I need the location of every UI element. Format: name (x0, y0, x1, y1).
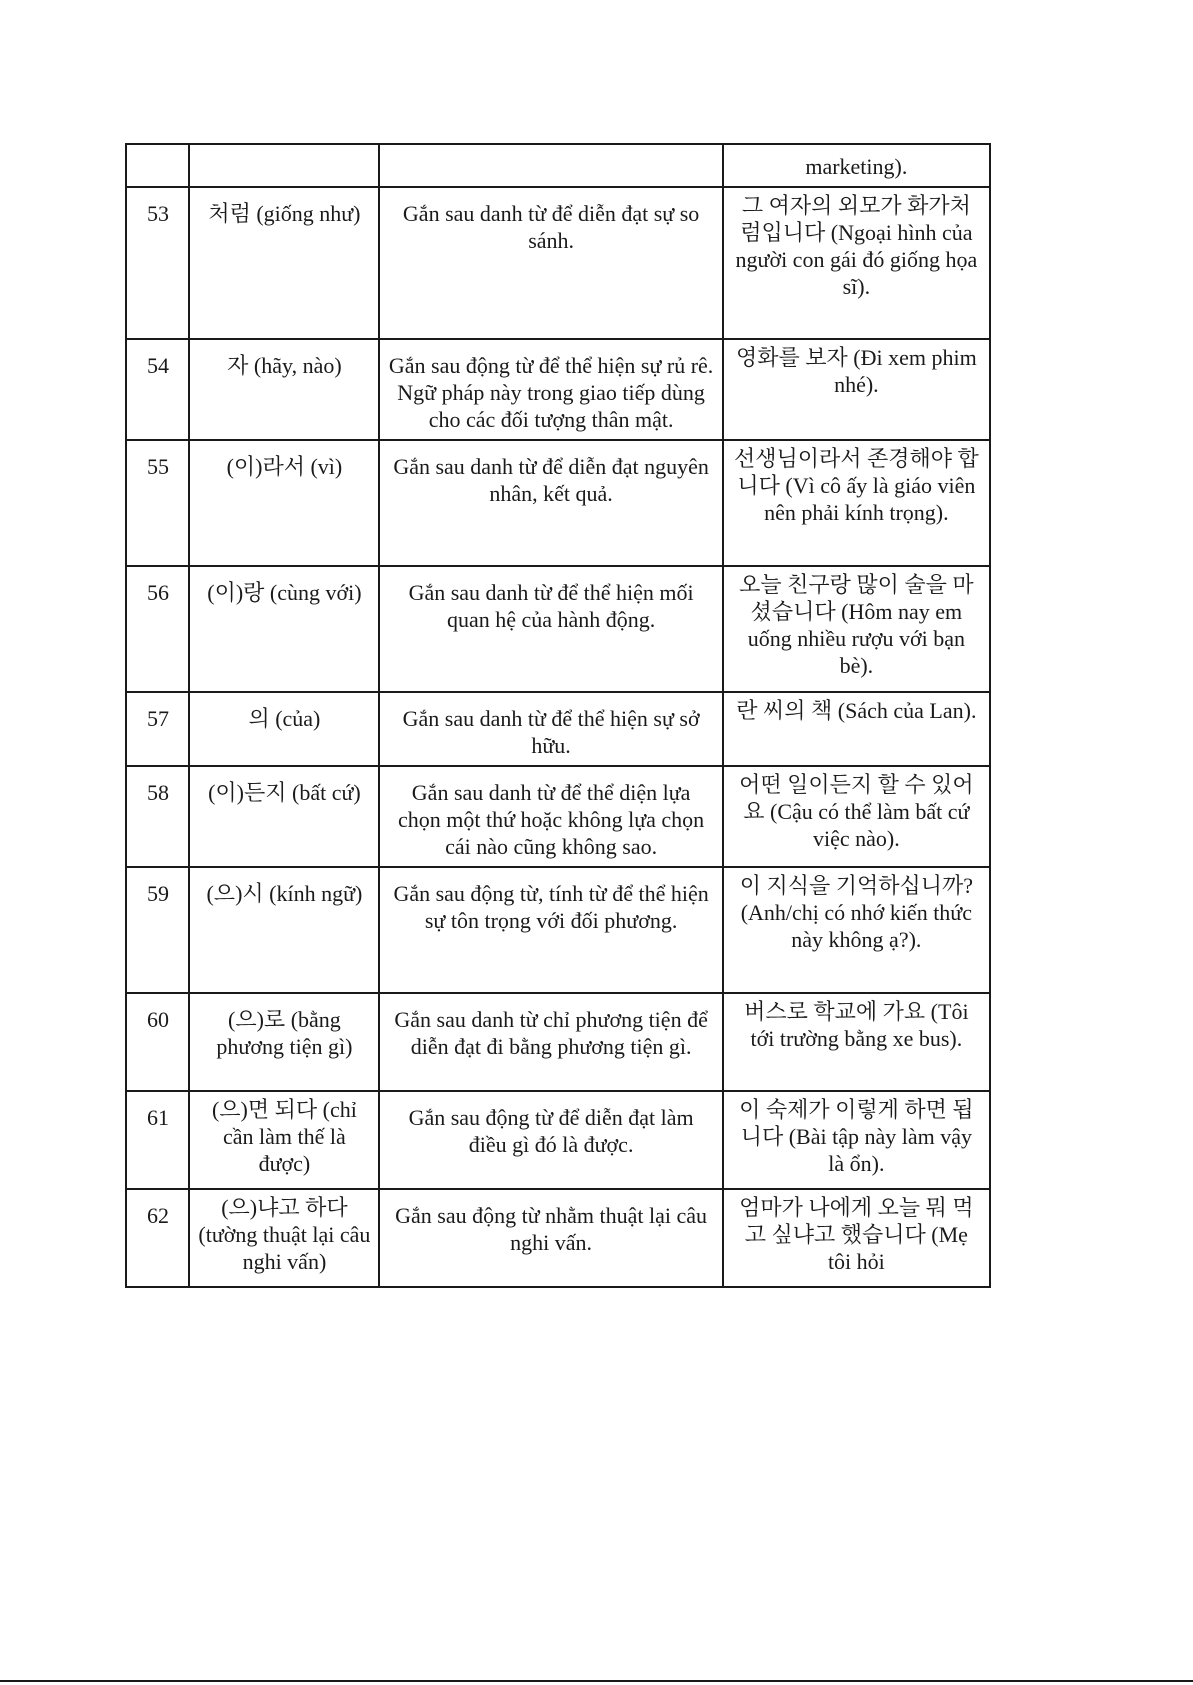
grammar-table (125, 143, 991, 1288)
grammar-example: 란 씨의 책 (Sách của Lan). (723, 692, 990, 766)
table-row (126, 440, 990, 566)
row-number: 55 (126, 440, 189, 566)
grammar-meaning: Gắn sau động từ để diễn đạt làm điều gì đó là được. (379, 1091, 722, 1189)
grammar-meaning: Gắn sau danh từ để thể hiện mối quan hệ của hành động. (379, 566, 722, 692)
grammar-meaning: Gắn sau động từ nhằm thuật lại câu nghi vấn. (379, 1189, 722, 1287)
grammar-meaning: Gắn sau danh từ để diễn đạt nguyên nhân, kết quả. (379, 440, 722, 566)
grammar-form: (으)시 (kính ngữ) (189, 867, 379, 993)
row-number: 58 (126, 766, 189, 867)
row-number: 62 (126, 1189, 189, 1287)
row-number: 56 (126, 566, 189, 692)
grammar-meaning: Gắn sau danh từ để thể hiện sự sở hữu. (379, 692, 722, 766)
table-row (126, 993, 990, 1091)
grammar-example: 오늘 친구랑 많이 술을 마셨습니다 (Hôm nay em uống nhiều rượu với bạn bè). (723, 566, 990, 692)
row-number: 53 (126, 187, 189, 339)
grammar-example: 엄마가 나에게 오늘 뭐 먹고 싶냐고 했습니다 (Mẹ tôi hỏi (723, 1189, 990, 1287)
grammar-example: 어떤 일이든지 할 수 있어요 (Cậu có thể làm bất cứ việc nào). (723, 766, 990, 867)
row-number (126, 144, 189, 187)
grammar-meaning: Gắn sau động từ để thể hiện sự rủ rê. Ngữ pháp này trong giao tiếp dùng cho các đối tượng thân mật. (379, 339, 722, 440)
grammar-meaning (379, 144, 722, 187)
grammar-example: 버스로 학교에 가요 (Tôi tới trường bằng xe bus). (723, 993, 990, 1091)
grammar-form: (이)든지 (bất cứ) (189, 766, 379, 867)
grammar-form: 자 (hãy, nào) (189, 339, 379, 440)
table-row (126, 692, 990, 766)
grammar-form: (으)냐고 하다 (tường thuật lại câu nghi vấn) (189, 1189, 379, 1287)
grammar-meaning: Gắn sau danh từ để thể diện lựa chọn một thứ hoặc không lựa chọn cái nào cũng không sao. (379, 766, 722, 867)
grammar-example: 이 숙제가 이렇게 하면 됩니다 (Bài tập này làm vậy là ổn). (723, 1091, 990, 1189)
grammar-example: 그 여자의 외모가 화가처럼입니다 (Ngoại hình của người con gái đó giống họa sĩ). (723, 187, 990, 339)
grammar-example: 이 지식을 기억하십니까? (Anh/chị có nhớ kiến thức này không ạ?). (723, 867, 990, 993)
grammar-form: 의 (của) (189, 692, 379, 766)
grammar-example: 영화를 보자 (Đi xem phim nhé). (723, 339, 990, 440)
grammar-meaning: Gắn sau động từ, tính từ để thể hiện sự tôn trọng với đối phương. (379, 867, 722, 993)
table-row (126, 566, 990, 692)
row-number: 57 (126, 692, 189, 766)
row-number: 61 (126, 1091, 189, 1189)
page-bottom-rule (0, 1680, 1193, 1682)
grammar-form: (으)로 (bằng phương tiện gì) (189, 993, 379, 1091)
table-row (126, 1189, 990, 1287)
grammar-form: (이)라서 (vì) (189, 440, 379, 566)
row-number: 59 (126, 867, 189, 993)
grammar-form (189, 144, 379, 187)
grammar-example: marketing). (723, 144, 990, 187)
row-number: 54 (126, 339, 189, 440)
grammar-meaning: Gắn sau danh từ để diễn đạt sự so sánh. (379, 187, 722, 339)
table-row (126, 1091, 990, 1189)
row-number: 60 (126, 993, 189, 1091)
table-row (126, 867, 990, 993)
table-row (126, 187, 990, 339)
grammar-example: 선생님이라서 존경해야 합니다 (Vì cô ấy là giáo viên nên phải kính trọng). (723, 440, 990, 566)
grammar-meaning: Gắn sau danh từ chỉ phương tiện để diễn đạt đi bằng phương tiện gì. (379, 993, 722, 1091)
grammar-form: (으)면 되다 (chỉ cần làm thế là được) (189, 1091, 379, 1189)
grammar-form: 처럼 (giống như) (189, 187, 379, 339)
table-row (126, 144, 990, 187)
table-row (126, 339, 990, 440)
grammar-form: (이)랑 (cùng với) (189, 566, 379, 692)
table-row (126, 766, 990, 867)
